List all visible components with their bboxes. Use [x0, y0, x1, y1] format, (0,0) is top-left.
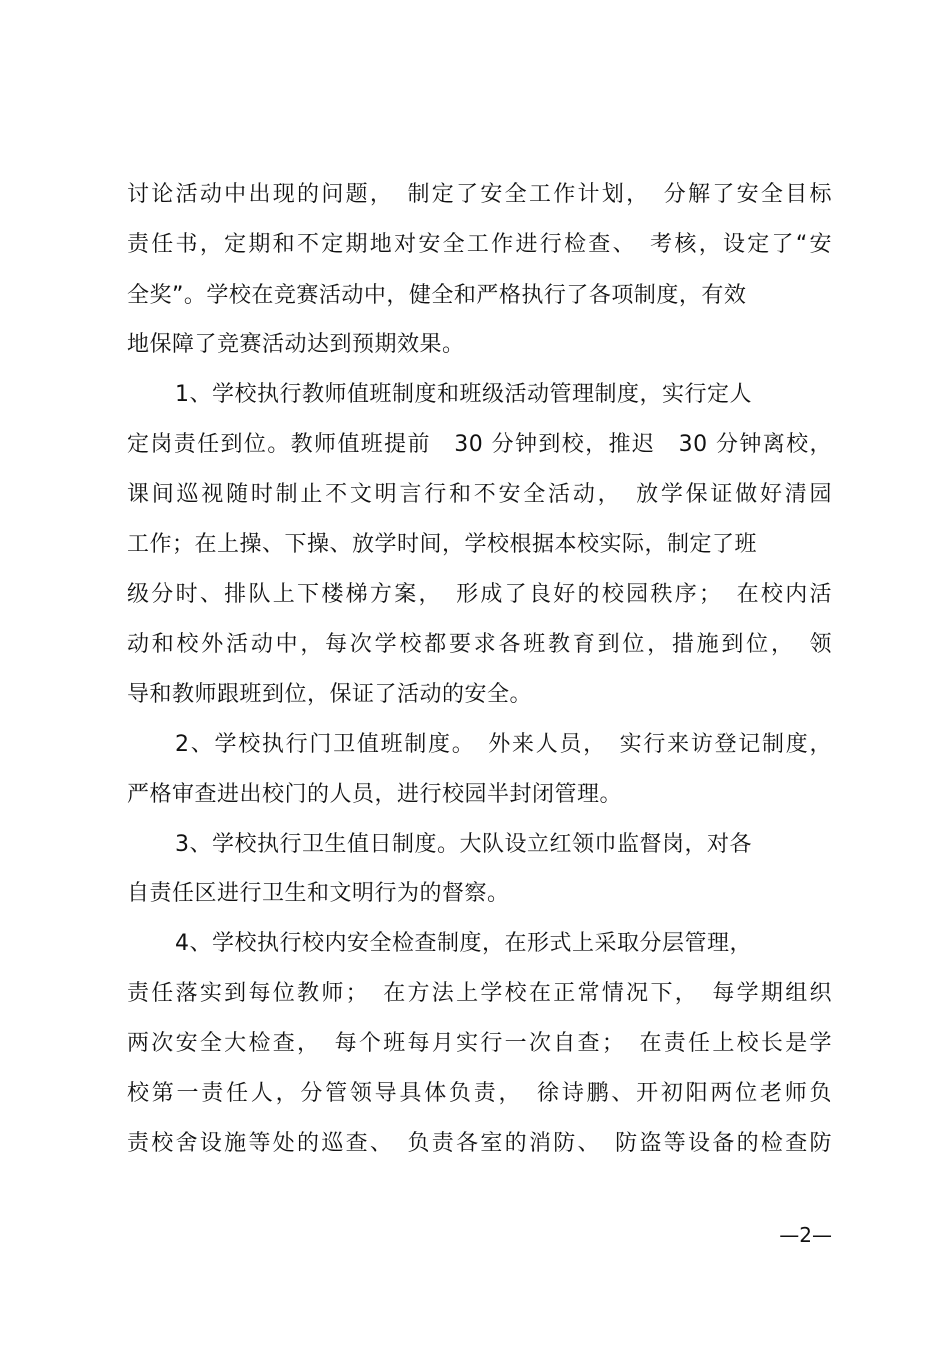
- text-line: 责校舍设施等处的巡查、 负责各室的消防、 防盗等设备的检查防: [127, 1131, 832, 1156]
- text-line: 讨论活动中出现的问题， 制定了安全工作计划， 分解了安全目标: [127, 182, 832, 207]
- text-line: 定岗责任到位。教师值班提前 30 分钟到校，推迟 30 分钟离校，: [127, 432, 832, 457]
- text-line: 责任落实到每位教师； 在方法上学校在正常情况下， 每学期组织: [127, 981, 832, 1006]
- page-number: —2—: [779, 1223, 832, 1247]
- text-line: 责任书，定期和不定期地对安全工作进行检查、 考核，设定了“安: [127, 232, 832, 257]
- text-line: 严格审查进出校门的人员，进行校园半封闭管理。: [127, 782, 623, 807]
- text-line: 级分时、排队上下楼梯方案， 形成了良好的校园秩序； 在校内活: [127, 582, 832, 607]
- text-line: 自责任区进行卫生和文明行为的督察。: [127, 881, 510, 906]
- text-line: 地保障了竞赛活动达到预期效果。: [127, 332, 465, 357]
- text-line: 导和教师跟班到位，保证了活动的安全。: [127, 682, 533, 707]
- paragraph-start-line: 3、学校执行卫生值日制度。大队设立红领巾监督岗，对各: [175, 832, 752, 857]
- paragraph-start-line: 4、学校执行校内安全检查制度，在形式上采取分层管理，: [175, 931, 752, 956]
- paragraph-start-line: 2、学校执行门卫值班制度。 外来人员， 实行来访登记制度，: [175, 732, 832, 757]
- text-line: 动和校外活动中，每次学校都要求各班教育到位，措施到位， 领: [127, 632, 832, 657]
- text-line: 工作；在上操、下操、放学时间，学校根据本校实际，制定了班: [127, 532, 758, 557]
- paragraph-start-line: 1、学校执行教师值班制度和班级活动管理制度，实行定人: [175, 382, 752, 407]
- text-line: 校第一责任人，分管领导具体负责， 徐诗鹏、开初阳两位老师负: [127, 1081, 832, 1106]
- text-line: 课间巡视随时制止不文明言行和不安全活动， 放学保证做好清园: [127, 482, 832, 507]
- text-line: 全奖”。学校在竞赛活动中，健全和严格执行了各项制度，有效: [127, 283, 747, 308]
- text-line: 两次安全大检查， 每个班每月实行一次自查； 在责任上校长是学: [127, 1031, 832, 1056]
